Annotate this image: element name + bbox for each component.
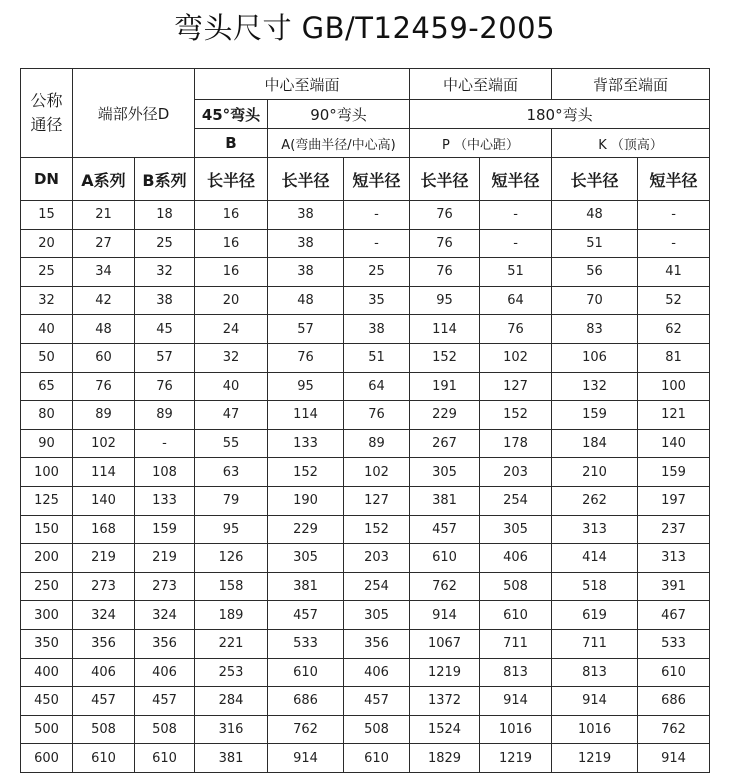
cell-p-long: 267 <box>410 429 480 458</box>
cell-k-short: 140 <box>638 429 710 458</box>
cell-a-long: 305 <box>268 544 344 573</box>
cell-k-long: 83 <box>552 315 638 344</box>
cell-a-short: 254 <box>344 572 410 601</box>
dn-header: DN <box>21 158 73 201</box>
cell-dn: 80 <box>21 401 73 430</box>
table-row <box>21 343 710 372</box>
cell-p-short: 178 <box>480 429 552 458</box>
cell-series-b: 273 <box>135 572 195 601</box>
cell-series-a: 21 <box>73 201 135 230</box>
cell-series-a: 508 <box>73 715 135 744</box>
col-k-header: K （顶高） <box>552 129 710 158</box>
cell-p-long: 1829 <box>410 744 480 773</box>
cell-b-long: 55 <box>195 429 268 458</box>
cell-k-long: 159 <box>552 401 638 430</box>
cell-b-long: 20 <box>195 286 268 315</box>
cell-k-long: 48 <box>552 201 638 230</box>
cell-p-short: 102 <box>480 343 552 372</box>
cell-a-long: 38 <box>268 258 344 287</box>
table-row <box>21 572 710 601</box>
cell-k-short: 121 <box>638 401 710 430</box>
cell-series-a: 610 <box>73 744 135 773</box>
cell-dn: 250 <box>21 572 73 601</box>
cell-k-short: 762 <box>638 715 710 744</box>
cell-k-long: 262 <box>552 486 638 515</box>
cell-series-b: 508 <box>135 715 195 744</box>
cell-a-long: 57 <box>268 315 344 344</box>
cell-k-long: 711 <box>552 629 638 658</box>
cell-dn: 500 <box>21 715 73 744</box>
cell-a-short: 35 <box>344 286 410 315</box>
cell-b-long: 63 <box>195 458 268 487</box>
cell-k-short: 81 <box>638 343 710 372</box>
cell-series-b: 219 <box>135 544 195 573</box>
cell-p-short: 508 <box>480 572 552 601</box>
cell-series-b: 610 <box>135 744 195 773</box>
cell-b-long: 47 <box>195 401 268 430</box>
table-row <box>21 258 710 287</box>
cell-p-short: 711 <box>480 629 552 658</box>
cell-k-short: 197 <box>638 486 710 515</box>
table-row <box>21 429 710 458</box>
cell-p-short: 813 <box>480 658 552 687</box>
cell-a-long: 610 <box>268 658 344 687</box>
cell-p-long: 305 <box>410 458 480 487</box>
cell-p-long: 114 <box>410 315 480 344</box>
cell-k-long: 313 <box>552 515 638 544</box>
cell-dn: 400 <box>21 658 73 687</box>
cell-dn: 150 <box>21 515 73 544</box>
cell-k-short: 467 <box>638 601 710 630</box>
cell-a-long: 95 <box>268 372 344 401</box>
cell-p-long: 1524 <box>410 715 480 744</box>
cell-b-long: 16 <box>195 258 268 287</box>
cell-a-short: 25 <box>344 258 410 287</box>
cell-b-long: 126 <box>195 544 268 573</box>
cell-b-long: 32 <box>195 343 268 372</box>
cell-p-short: 51 <box>480 258 552 287</box>
cell-series-a: 168 <box>73 515 135 544</box>
cell-b-long: 16 <box>195 229 268 258</box>
cell-p-short: 1016 <box>480 715 552 744</box>
table-row <box>21 315 710 344</box>
cell-k-short: 610 <box>638 658 710 687</box>
cell-p-long: 76 <box>410 258 480 287</box>
cell-series-a: 114 <box>73 458 135 487</box>
cell-series-b: 457 <box>135 687 195 716</box>
cell-series-b: 57 <box>135 343 195 372</box>
cell-k-short: 914 <box>638 744 710 773</box>
table-row <box>21 229 710 258</box>
cell-b-long: 253 <box>195 658 268 687</box>
cell-k-short: - <box>638 229 710 258</box>
cell-p-long: 229 <box>410 401 480 430</box>
cell-b-long: 189 <box>195 601 268 630</box>
cell-dn: 50 <box>21 343 73 372</box>
cell-series-b: 133 <box>135 486 195 515</box>
cell-p-short: 1219 <box>480 744 552 773</box>
cell-k-long: 414 <box>552 544 638 573</box>
cell-p-long: 610 <box>410 544 480 573</box>
cell-k-long: 1219 <box>552 744 638 773</box>
cell-a-short: 38 <box>344 315 410 344</box>
a-long-radius-header: 长半径 <box>268 158 344 201</box>
cell-series-a: 140 <box>73 486 135 515</box>
cell-p-long: 1219 <box>410 658 480 687</box>
cell-dn: 15 <box>21 201 73 230</box>
cell-k-short: 313 <box>638 544 710 573</box>
cell-series-b: 18 <box>135 201 195 230</box>
cell-series-a: 457 <box>73 687 135 716</box>
back-to-end-header: 背部至端面 <box>552 69 710 100</box>
series-a-header: A系列 <box>73 158 135 201</box>
cell-a-short: 305 <box>344 601 410 630</box>
cell-dn: 125 <box>21 486 73 515</box>
cell-p-long: 152 <box>410 343 480 372</box>
cell-b-long: 316 <box>195 715 268 744</box>
table-row <box>21 201 710 230</box>
cell-p-long: 95 <box>410 286 480 315</box>
cell-a-short: 457 <box>344 687 410 716</box>
cell-k-long: 184 <box>552 429 638 458</box>
cell-a-long: 914 <box>268 744 344 773</box>
cell-a-short: 610 <box>344 744 410 773</box>
cell-a-long: 457 <box>268 601 344 630</box>
cell-k-long: 914 <box>552 687 638 716</box>
cell-series-a: 34 <box>73 258 135 287</box>
cell-a-long: 38 <box>268 201 344 230</box>
table-body <box>21 201 710 773</box>
cell-b-long: 16 <box>195 201 268 230</box>
table-row <box>21 715 710 744</box>
cell-k-long: 106 <box>552 343 638 372</box>
cell-series-a: 60 <box>73 343 135 372</box>
cell-dn: 100 <box>21 458 73 487</box>
cell-series-b: 45 <box>135 315 195 344</box>
cell-series-b: - <box>135 429 195 458</box>
cell-b-long: 95 <box>195 515 268 544</box>
cell-a-short: 406 <box>344 658 410 687</box>
cell-series-a: 219 <box>73 544 135 573</box>
p-long-radius-header: 长半径 <box>410 158 480 201</box>
header-row-1 <box>21 69 710 100</box>
table-row <box>21 629 710 658</box>
cell-dn: 40 <box>21 315 73 344</box>
col-b-header: B <box>195 129 268 158</box>
cell-dn: 450 <box>21 687 73 716</box>
cell-p-long: 76 <box>410 229 480 258</box>
cell-series-a: 356 <box>73 629 135 658</box>
cell-p-long: 1372 <box>410 687 480 716</box>
cell-a-short: 203 <box>344 544 410 573</box>
table-row <box>21 515 710 544</box>
cell-dn: 200 <box>21 544 73 573</box>
cell-p-long: 457 <box>410 515 480 544</box>
cell-a-short: 51 <box>344 343 410 372</box>
cell-dn: 65 <box>21 372 73 401</box>
cell-k-long: 813 <box>552 658 638 687</box>
cell-p-long: 762 <box>410 572 480 601</box>
cell-k-long: 210 <box>552 458 638 487</box>
cell-p-long: 191 <box>410 372 480 401</box>
cell-k-short: 391 <box>638 572 710 601</box>
cell-series-b: 32 <box>135 258 195 287</box>
cell-p-short: 127 <box>480 372 552 401</box>
col-a-header: A(弯曲半径/中心高) <box>268 129 410 158</box>
cell-k-short: 686 <box>638 687 710 716</box>
cell-p-short: 914 <box>480 687 552 716</box>
cell-p-short: 64 <box>480 286 552 315</box>
cell-b-long: 79 <box>195 486 268 515</box>
b-long-radius-header: 长半径 <box>195 158 268 201</box>
cell-p-long: 1067 <box>410 629 480 658</box>
cell-series-b: 38 <box>135 286 195 315</box>
elbow-dimensions-table <box>20 68 710 773</box>
cell-p-long: 76 <box>410 201 480 230</box>
k-long-radius-header: 长半径 <box>552 158 638 201</box>
p-short-radius-header: 短半径 <box>480 158 552 201</box>
cell-a-short: 76 <box>344 401 410 430</box>
cell-series-a: 76 <box>73 372 135 401</box>
table-row <box>21 372 710 401</box>
cell-series-b: 25 <box>135 229 195 258</box>
cell-k-short: 62 <box>638 315 710 344</box>
cell-k-long: 51 <box>552 229 638 258</box>
cell-k-long: 70 <box>552 286 638 315</box>
cell-dn: 25 <box>21 258 73 287</box>
cell-a-long: 762 <box>268 715 344 744</box>
cell-k-short: 100 <box>638 372 710 401</box>
angle-180-header: 180°弯头 <box>410 100 710 129</box>
cell-series-a: 89 <box>73 401 135 430</box>
cell-a-short: 508 <box>344 715 410 744</box>
cell-p-short: 254 <box>480 486 552 515</box>
table-row <box>21 458 710 487</box>
cell-a-long: 114 <box>268 401 344 430</box>
header-row-4 <box>21 158 710 201</box>
center-to-end-header-1: 中心至端面 <box>195 69 410 100</box>
cell-p-long: 914 <box>410 601 480 630</box>
cell-a-short: 64 <box>344 372 410 401</box>
cell-p-short: 406 <box>480 544 552 573</box>
cell-k-short: 237 <box>638 515 710 544</box>
nominal-diameter-header <box>21 69 73 158</box>
table-row <box>21 544 710 573</box>
outer-diameter-header: 端部外径D <box>73 69 195 158</box>
cell-series-b: 76 <box>135 372 195 401</box>
k-short-radius-header: 短半径 <box>638 158 710 201</box>
nominal-line-2: 通径 <box>30 115 63 134</box>
cell-a-long: 229 <box>268 515 344 544</box>
cell-a-short: 152 <box>344 515 410 544</box>
cell-series-b: 108 <box>135 458 195 487</box>
cell-k-long: 1016 <box>552 715 638 744</box>
cell-k-long: 518 <box>552 572 638 601</box>
cell-series-a: 102 <box>73 429 135 458</box>
cell-a-long: 133 <box>268 429 344 458</box>
cell-a-short: - <box>344 229 410 258</box>
series-b-header: B系列 <box>135 158 195 201</box>
cell-b-long: 284 <box>195 687 268 716</box>
cell-series-b: 406 <box>135 658 195 687</box>
table-row <box>21 286 710 315</box>
table-row <box>21 486 710 515</box>
cell-k-short: 52 <box>638 286 710 315</box>
table-row <box>21 687 710 716</box>
cell-series-b: 159 <box>135 515 195 544</box>
cell-p-short: 610 <box>480 601 552 630</box>
cell-dn: 20 <box>21 229 73 258</box>
cell-k-short: - <box>638 201 710 230</box>
cell-series-a: 273 <box>73 572 135 601</box>
cell-a-long: 76 <box>268 343 344 372</box>
cell-a-short: 89 <box>344 429 410 458</box>
cell-a-long: 152 <box>268 458 344 487</box>
cell-dn: 32 <box>21 286 73 315</box>
cell-k-short: 41 <box>638 258 710 287</box>
cell-series-b: 356 <box>135 629 195 658</box>
cell-series-b: 324 <box>135 601 195 630</box>
cell-series-a: 48 <box>73 315 135 344</box>
cell-p-short: - <box>480 229 552 258</box>
cell-p-long: 381 <box>410 486 480 515</box>
cell-a-long: 533 <box>268 629 344 658</box>
cell-k-short: 159 <box>638 458 710 487</box>
cell-b-long: 24 <box>195 315 268 344</box>
cell-series-b: 89 <box>135 401 195 430</box>
cell-a-short: - <box>344 201 410 230</box>
cell-p-short: 152 <box>480 401 552 430</box>
page-title: 弯头尺寸 GB/T12459-2005 <box>173 11 556 45</box>
cell-a-short: 102 <box>344 458 410 487</box>
cell-p-short: 76 <box>480 315 552 344</box>
cell-series-a: 42 <box>73 286 135 315</box>
table-row <box>21 601 710 630</box>
cell-k-long: 619 <box>552 601 638 630</box>
cell-series-a: 27 <box>73 229 135 258</box>
table-row <box>21 658 710 687</box>
cell-dn: 350 <box>21 629 73 658</box>
cell-p-short: 305 <box>480 515 552 544</box>
cell-series-a: 324 <box>73 601 135 630</box>
cell-p-short: - <box>480 201 552 230</box>
col-p-header: P （中心距） <box>410 129 552 158</box>
center-to-end-header-2: 中心至端面 <box>410 69 552 100</box>
cell-k-long: 56 <box>552 258 638 287</box>
table-row <box>21 401 710 430</box>
cell-dn: 600 <box>21 744 73 773</box>
cell-b-long: 221 <box>195 629 268 658</box>
cell-a-long: 381 <box>268 572 344 601</box>
cell-b-long: 40 <box>195 372 268 401</box>
cell-k-long: 132 <box>552 372 638 401</box>
cell-dn: 300 <box>21 601 73 630</box>
angle-45-header: 45°弯头 <box>195 100 268 129</box>
cell-a-long: 190 <box>268 486 344 515</box>
table-row <box>21 744 710 773</box>
cell-dn: 90 <box>21 429 73 458</box>
cell-a-long: 48 <box>268 286 344 315</box>
cell-b-long: 381 <box>195 744 268 773</box>
cell-p-short: 203 <box>480 458 552 487</box>
cell-k-short: 533 <box>638 629 710 658</box>
cell-b-long: 158 <box>195 572 268 601</box>
cell-series-a: 406 <box>73 658 135 687</box>
a-short-radius-header: 短半径 <box>344 158 410 201</box>
angle-90-header: 90°弯头 <box>268 100 410 129</box>
cell-a-long: 38 <box>268 229 344 258</box>
cell-a-long: 686 <box>268 687 344 716</box>
cell-a-short: 356 <box>344 629 410 658</box>
cell-a-short: 127 <box>344 486 410 515</box>
nominal-line-1: 公称 <box>30 91 63 110</box>
